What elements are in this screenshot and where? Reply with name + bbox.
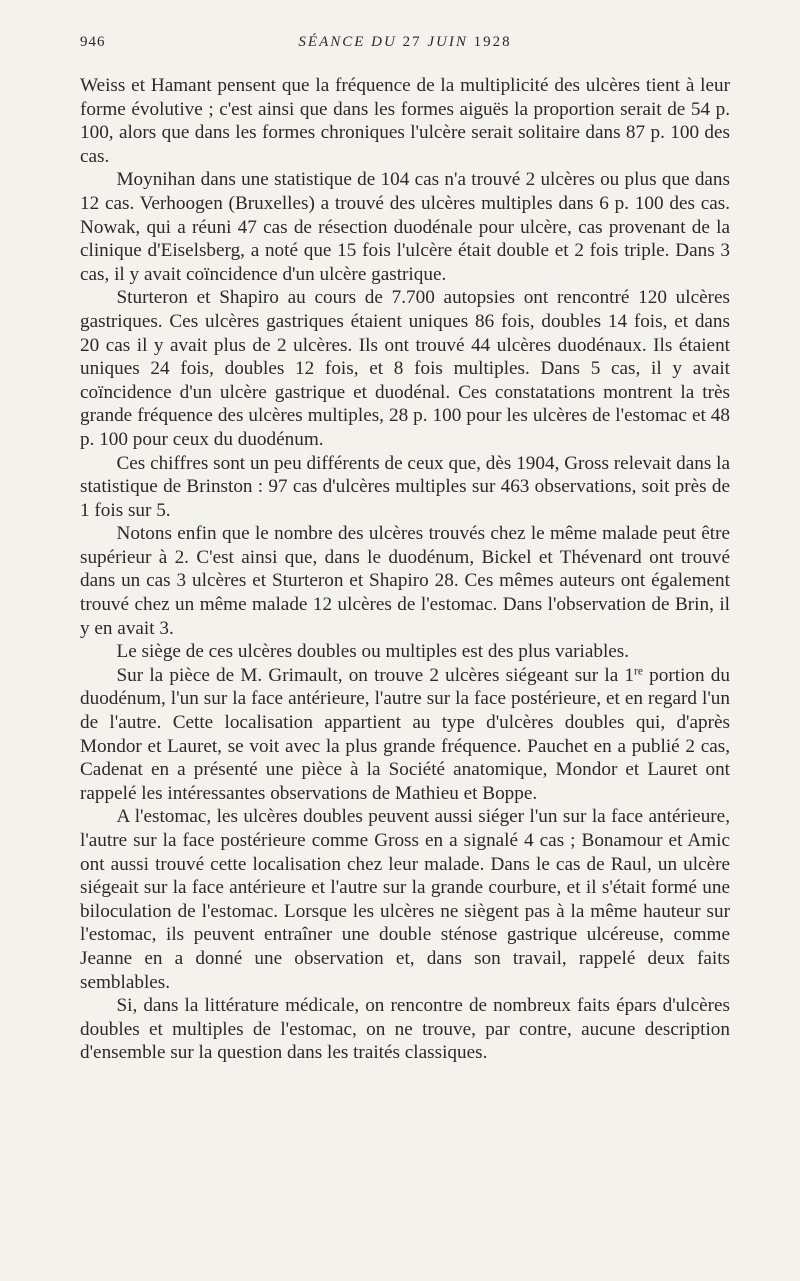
paragraph-estomac: A l'estomac, les ulcères doubles peuvent aussi siéger l'un sur la face antérieure, l'autre sur la face postérieure comme Gross en a signalé 4 cas ; Bonamour et Amic ont aussi trouvé cette localisation chez leur malade. Dans le cas de Raul, un ulcère siégeait sur la face antérieure et l'autre sur la grande courbure, et il s'était formé une biloculation de l'estomac. Lorsque les ulcères ne siègent pas à la même hauteur sur l'estomac, ils peuvent entraîner une double sténose gastrique ulcéreuse, comme Jeanne en a donné une observation et, dans son travail, rappelé deux faits semblables. (80, 806, 730, 993)
page-number: 946 (80, 34, 106, 50)
paragraph-gross-brinston: Ces chiffres sont un peu différents de ceux que, dès 1904, Gross relevait dans la statistique de Brinston : 97 cas d'ulcères multiples sur 463 observations, soit près de 1 fois sur 5. (80, 452, 730, 521)
paragraph-grimault (80, 664, 730, 806)
paragraph-moynihan: Moynihan dans une statistique de 104 cas n'a trouvé 2 ulcères ou plus que dans 12 cas. Verhoogen (Bruxelles) a trouvé des ulcères multiples dans 6 p. 100 des cas. Nowak, qui a réuni 47 cas de résection duodénale pour ulcère, cas provenant de la clinique d'Eiselsberg, a noté que 15 fois l'ulcère était double et 2 fois triple. Dans 3 cas, il y avait coïncidence d'un ulcère gastrique. (80, 169, 730, 285)
ordinal-superscript: re (634, 665, 643, 678)
header-day: 27 (402, 34, 422, 50)
grimault-text-end: portion du duodénum, l'un sur la face antérieure, l'autre sur la face postérieure, et en regard l'un de l'autre. Cette localisation appartient au type d'ulcères doubles qui, d'après Mondor et Lauret, se voit avec la plus grande fréquence. Pauchet en a publié 2 cas, Cadenat en a présenté une pièce à la Société anatomique, Mondor et Lauret ont rappelé les intéressantes observations de Mathieu et Boppe. (80, 664, 730, 804)
grimault-text-start: Sur la pièce de M. Grimault, on trouve 2 ulcères siégeant sur la 1 (116, 664, 635, 686)
body-text (80, 74, 730, 1065)
paragraph-litterature: Si, dans la littérature médicale, on rencontre de nombreux faits épars d'ulcères doubles et multiples de l'estomac, on ne trouve, par contre, aucune description d'ensemble sur la question dans les traités classiques. (80, 995, 730, 1064)
header-month: JUIN (427, 34, 468, 50)
paragraph-siege: Le siège de ces ulcères doubles ou multiples est des plus variables. (116, 641, 630, 663)
paragraph-weiss-hamant: Weiss et Hamant pensent que la fréquence de la multiplicité des ulcères tient à leur forme évolutive ; c'est ainsi que dans les formes aiguës la proportion serait de 54 p. 100, alors que dans les formes chroniques l'ulcère serait solitaire dans 87 p. 100 des cas. (80, 75, 730, 167)
header-title (80, 34, 730, 51)
header-year: 1928 (473, 34, 512, 50)
paragraph-notons: Notons enfin que le nombre des ulcères trouvés chez le même malade peut être supérieur à 2. C'est ainsi que, dans le duodénum, Bickel et Thévenard ont trouvé dans un cas 3 ulcères et Sturteron et Shapiro 28. Ces mêmes auteurs ont également trouvé chez un même malade 12 ulcères de l'estomac. Dans l'observation de Brin, il y en avait 3. (80, 523, 730, 639)
header-title-prefix: SÉANCE DU (298, 34, 397, 50)
paragraph-sturteron-shapiro: Sturteron et Shapiro au cours de 7.700 autopsies ont rencontré 120 ulcères gastriques. Ces ulcères gastriques étaient uniques 86 fois, doubles 14 fois, et dans 20 cas il y avait plus de 2 ulcères. Ils ont trouvé 44 ulcères duodénaux. Ils étaient uniques 24 fois, doubles 12 fois, et 8 fois multiples. Dans 5 cas, il y avait coïncidence d'un ulcère gastrique et duodénal. Ces constatations montrent la très grande fréquence des ulcères multiples, 28 p. 100 pour les ulcères de l'estomac et 48 p. 100 pour ceux du duodénum. (80, 287, 730, 450)
running-head (80, 34, 730, 60)
